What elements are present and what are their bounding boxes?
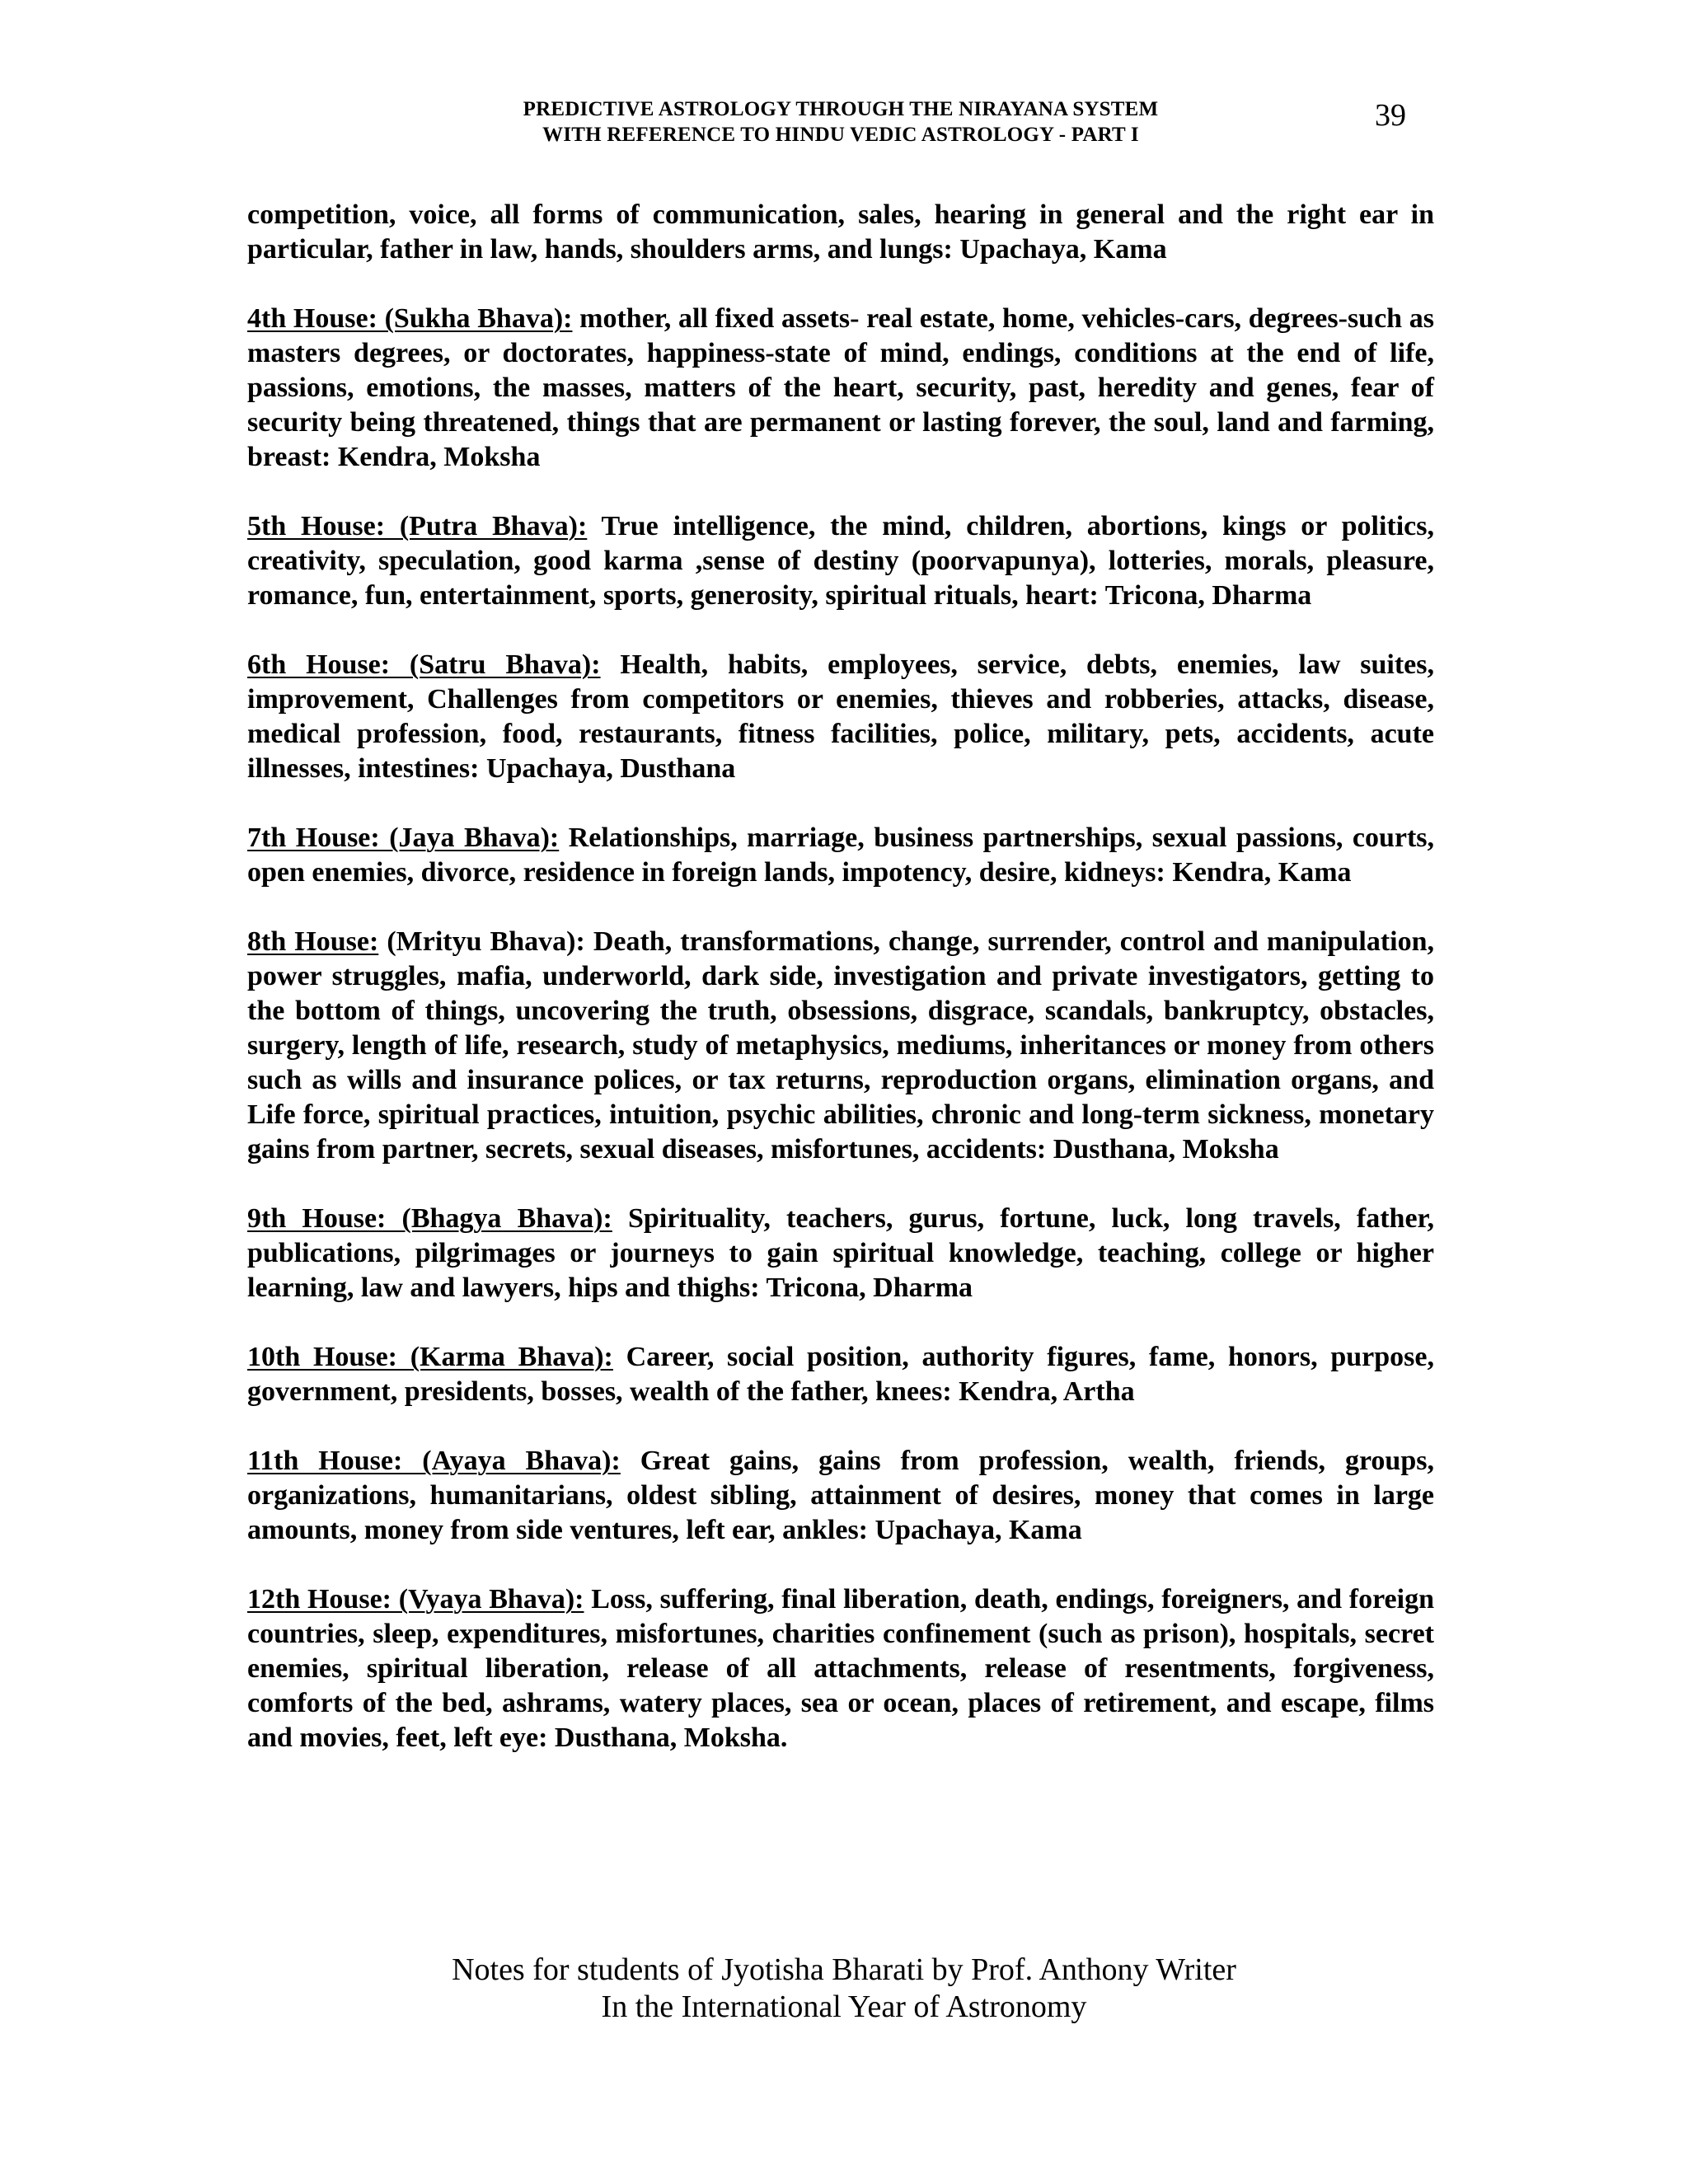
house-9-text: Spirituality, teachers, gurus, fortune, luck, long travels, father, publications, pilgrimages or journeys to gain spiritual knowledge, teaching, college or higher learning, law and lawyers, hips and thighs: Tricona, Dharma xyxy=(247,1203,1435,1303)
house-8-heading: 8th House: xyxy=(247,926,379,957)
house-7-paragraph xyxy=(247,821,1434,890)
house-6-heading: 6th House: (Satru Bhava): xyxy=(247,649,601,680)
house-4-text: mother, all fixed assets- real estate, home, vehicles-cars, degrees-such as masters degrees, or doctorates, happiness-state of mind, endings, conditions at the end of life, passions, emotions, the masses, matters of the heart, security, past, heredity and genes, fear of security being threatened, things that are permanent or lasting forever, the soul, land and farming, breast: Kendra, Moksha xyxy=(247,303,1434,472)
house-12-heading: 12th House: (Vyaya Bhava): xyxy=(247,1584,584,1615)
house-4-paragraph xyxy=(247,302,1434,475)
header-line-1: PREDICTIVE ASTROLOGY THROUGH THE NIRAYANA SYSTEM xyxy=(523,98,1159,120)
house-5-text: True intelligence, the mind, children, abortions, kings or politics, creativity, speculation, good karma ,sense of destiny (poorvapunya), lotteries, morals, pleasure, romance, fun, entertainment, sports, generosity, spiritual rituals, heart: Tricona, Dharma xyxy=(247,511,1434,611)
house-7-text: Relationships, marriage, business partnerships, sexual passions, courts, open enemies, divorce, residence in foreign lands, impotency, desire, kidneys: Kendra, Kama xyxy=(247,823,1434,888)
page-footer xyxy=(0,1952,1688,2026)
footer-line-2: In the International Year of Astronomy xyxy=(601,1990,1087,2024)
house-5-heading: 5th House: (Putra Bhava): xyxy=(247,511,588,541)
house-10-text: Career, social position, authority figures, fame, honors, purpose, government, presidents, bosses, wealth of the father, knees: Kendra, Artha xyxy=(247,1342,1434,1407)
house-12-text: Loss, suffering, final liberation, death, endings, foreigners, and foreign countries, sleep, expenditures, misfortunes, charities confinement (such as prison), hospitals, secret enemies, spiritual liberation, release of all attachments, release of resentments, forgiveness, comforts of the bed, ashrams, watery places, sea or ocean, places of retirement, and escape, films and movies, feet, left eye: Dusthana, Moksha. xyxy=(247,1584,1435,1753)
intro-paragraph: competition, voice, all forms of communication, sales, hearing in general and the right ear in particular, father in law, hands, shoulders arms, and lungs: Upachaya, Kama xyxy=(247,199,1434,265)
house-11-paragraph xyxy=(247,1444,1434,1548)
house-7-heading: 7th House: (Jaya Bhava): xyxy=(247,823,560,853)
house-12-paragraph xyxy=(247,1582,1434,1755)
house-11-text: Great gains, gains from profession, wealth, friends, groups, organizations, humanitarians, oldest sibling, attainment of desires, money that comes in large amounts, money from side ventures, left ear, ankles: Upachaya, Kama xyxy=(247,1446,1434,1545)
house-9-paragraph xyxy=(247,1202,1434,1305)
house-8-text: (Mrityu Bhava): Death, transformations, change, surrender, control and manipulation, power struggles, mafia, underworld, dark side, investigation and private investigators, getting to the bottom of things, uncovering the truth, obsessions, disgrace, scandals, bankruptcy, obstacles, surgery, length of life, research, study of metaphysics, mediums, inheritances or money from others such as wills and insurance polices, or tax returns, reproduction organs, elimination organs, and Life force, spiritual practices, intuition, psychic abilities, chronic and long-term sickness, monetary gains from partner, secrets, sexual diseases, misfortunes, accidents: Dusthana, Moksha xyxy=(247,926,1434,1165)
page-body xyxy=(247,198,1434,1790)
house-10-heading: 10th House: (Karma Bhava): xyxy=(247,1342,613,1372)
house-4-heading: 4th House: (Sukha Bhava): xyxy=(247,303,573,334)
footer-line-1: Notes for students of Jyotisha Bharati by Prof. Anthony Writer xyxy=(452,1952,1236,1987)
running-header xyxy=(247,96,1434,148)
house-8-paragraph xyxy=(247,925,1434,1167)
house-9-heading: 9th House: (Bhagya Bhava): xyxy=(247,1203,612,1234)
house-6-text: Health, habits, employees, service, debts, enemies, law suites, improvement, Challenges from competitors or enemies, thieves and robberies, attacks, disease, medical profession, food, restaurants, fitness facilities, police, military, pets, accidents, acute illnesses, intestines: Upachaya, Dusthana xyxy=(247,649,1434,784)
house-11-heading: 11th House: (Ayaya Bhava): xyxy=(247,1446,621,1476)
house-10-paragraph xyxy=(247,1340,1434,1409)
house-5-paragraph xyxy=(247,509,1434,613)
header-line-2: WITH REFERENCE TO HINDU VEDIC ASTROLOGY - PART I xyxy=(542,124,1139,146)
house-6-paragraph xyxy=(247,648,1434,786)
page-number: 39 xyxy=(1375,98,1406,133)
